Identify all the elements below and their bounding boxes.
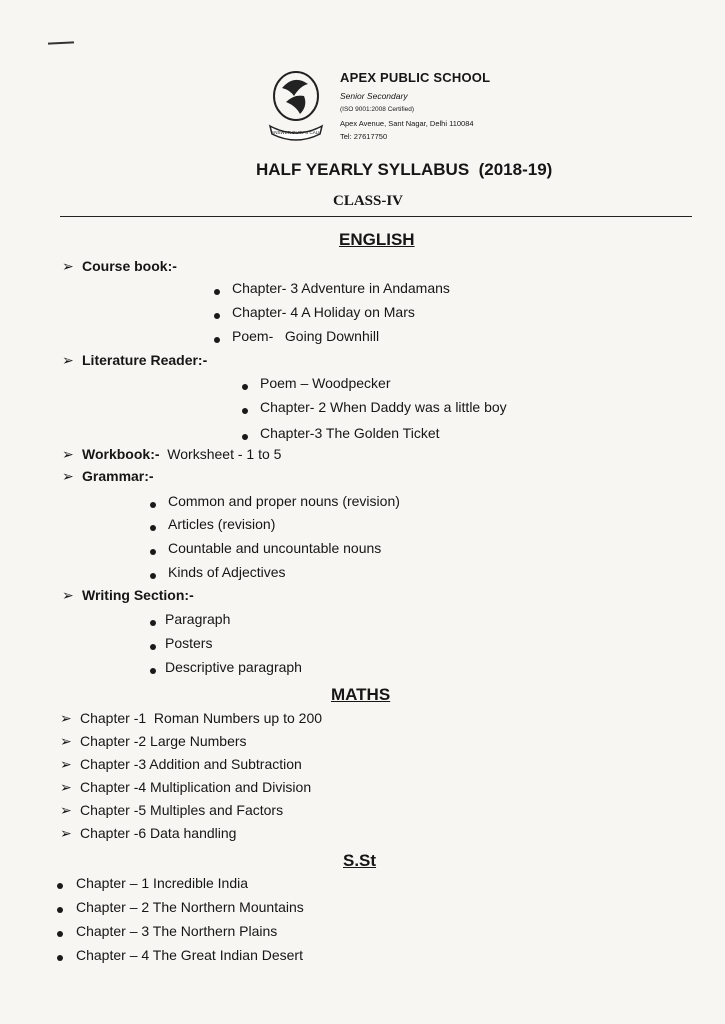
bullet-icon: [214, 289, 220, 295]
list-item: Chapter- 2 When Daddy was a little boy: [260, 399, 507, 415]
arrow-icon: ➢: [62, 468, 74, 484]
bullet-icon: [242, 434, 248, 440]
bullet-icon: [150, 573, 156, 579]
bullet-icon: [242, 408, 248, 414]
bullet-icon: [214, 313, 220, 319]
list-item: Chapter- 4 A Holiday on Mars: [232, 304, 415, 320]
list-item: Posters: [165, 635, 213, 651]
list-item: Descriptive paragraph: [165, 659, 302, 675]
workbook-row: ➢ Workbook:- Worksheet - 1 to 5: [62, 446, 282, 462]
page-title: HALF YEARLY SYLLABUS (2018-19): [256, 160, 553, 179]
bullet-icon: [57, 907, 63, 913]
list-item: ➢ Chapter -3 Addition and Subtraction: [60, 756, 302, 772]
bullet-icon: [150, 549, 156, 555]
course-book-label: ➢ Course book:-: [62, 258, 177, 274]
writing-section-label: ➢ Writing Section:-: [62, 587, 194, 603]
list-item: Chapter – 3 The Northern Plains: [76, 923, 278, 939]
list-item: Chapter – 1 Incredible India: [76, 875, 248, 891]
list-item: Countable and uncountable nouns: [168, 540, 382, 556]
english-heading: ENGLISH: [339, 230, 415, 249]
divider: [60, 216, 692, 217]
school-name: APEX PUBLIC SCHOOL: [340, 70, 491, 85]
bullet-icon: [150, 644, 156, 650]
bullet-icon: [57, 931, 63, 937]
list-item: Articles (revision): [168, 516, 276, 532]
arrow-icon: ➢: [60, 756, 72, 772]
logo-ribbon-text: ANSWER DUTY'S CALL: [271, 130, 321, 135]
class-label: CLASS-IV: [333, 193, 404, 209]
bullet-icon: [57, 883, 63, 889]
list-item: ➢ Chapter -4 Multiplication and Division: [60, 779, 312, 795]
arrow-icon: ➢: [60, 710, 72, 726]
list-item: Chapter – 4 The Great Indian Desert: [76, 947, 303, 963]
grammar-label: ➢ Grammar:-: [62, 468, 154, 484]
literature-reader-label: ➢ Literature Reader:-: [62, 352, 208, 368]
bullet-icon: [150, 620, 156, 626]
school-address: Apex Avenue, Sant Nagar, Delhi 110084: [340, 119, 474, 128]
bullet-icon: [150, 525, 156, 531]
pen-mark: [48, 41, 74, 44]
arrow-icon: ➢: [62, 587, 74, 603]
arrow-icon: ➢: [60, 802, 72, 818]
bullet-icon: [242, 384, 248, 390]
maths-heading: MATHS: [331, 685, 391, 704]
arrow-icon: ➢: [62, 352, 74, 368]
school-logo: [264, 66, 328, 142]
school-subtitle: Senior Secondary: [340, 91, 408, 101]
list-item: ➢ Chapter -6 Data handling: [60, 825, 237, 841]
school-iso: (ISO 9001:2008 Certified): [340, 106, 415, 113]
arrow-icon: ➢: [62, 446, 74, 462]
arrow-icon: ➢: [62, 258, 74, 274]
list-item: ➢ Chapter -2 Large Numbers: [60, 733, 247, 749]
list-item: Chapter-3 The Golden Ticket: [260, 425, 440, 441]
school-tel: Tel: 27617750: [340, 132, 388, 141]
list-item: Paragraph: [165, 611, 231, 627]
bullet-icon: [150, 502, 156, 508]
list-item: Kinds of Adjectives: [168, 564, 286, 580]
list-item: Chapter- 3 Adventure in Andamans: [232, 280, 450, 296]
list-item: Poem – Woodpecker: [260, 375, 391, 391]
list-item: ➢ Chapter -1 Roman Numbers up to 200: [60, 710, 323, 726]
arrow-icon: ➢: [60, 779, 72, 795]
list-item: Poem- Going Downhill: [232, 328, 380, 344]
bullet-icon: [57, 955, 63, 961]
sst-heading: S.St: [343, 851, 377, 870]
arrow-icon: ➢: [60, 733, 72, 749]
list-item: Chapter – 2 The Northern Mountains: [76, 899, 304, 915]
bullet-icon: [214, 337, 220, 343]
list-item: ➢ Chapter -5 Multiples and Factors: [60, 802, 284, 818]
list-item: Common and proper nouns (revision): [168, 493, 400, 509]
bullet-icon: [150, 668, 156, 674]
arrow-icon: ➢: [60, 825, 72, 841]
